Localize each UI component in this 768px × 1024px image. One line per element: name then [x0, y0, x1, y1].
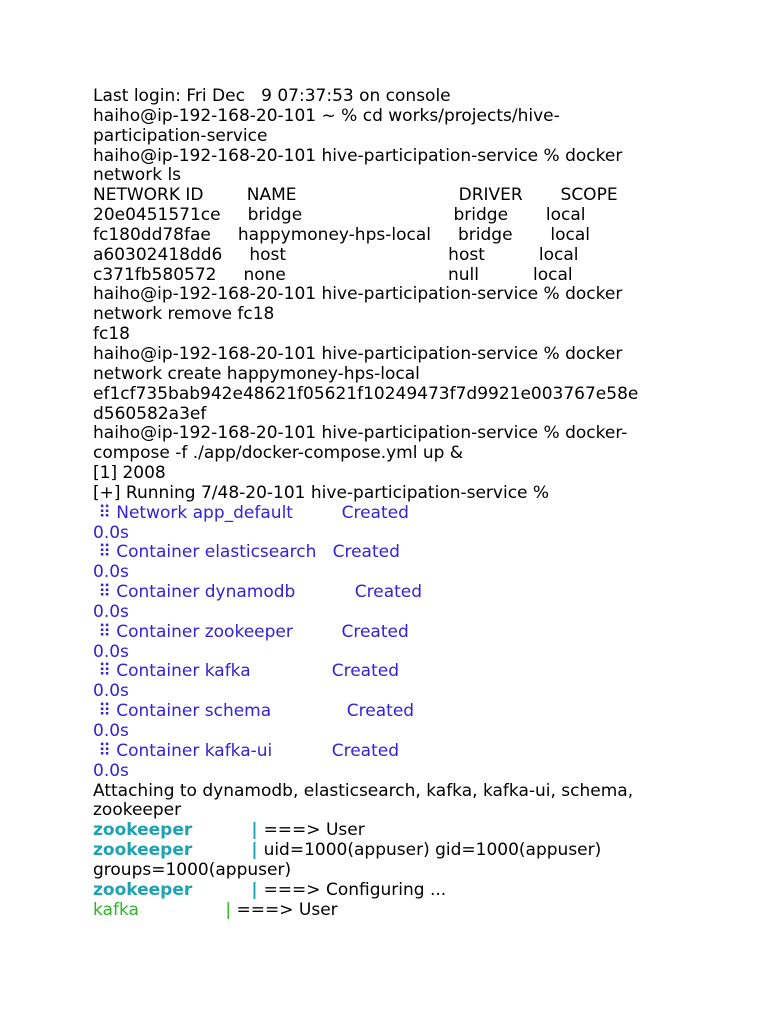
terminal-line: network remove fc18 — [93, 304, 275, 325]
terminal-line: participation-service — [93, 125, 268, 146]
service-prefix: zookeeper | — [93, 840, 264, 861]
log-line — [93, 901, 693, 921]
terminal-line: fc180dd78fae happymoney-hps-local bridge local — [93, 224, 590, 245]
terminal-line: [1] 2008 — [93, 463, 166, 484]
terminal-line: [+] Running 7/48-20-101 hive-participation-service % — [93, 482, 550, 503]
terminal-output — [93, 87, 693, 920]
terminal-line: haiho@ip-192-168-20-101 hive-participation-service % docker — [93, 284, 623, 305]
terminal-line: haiho@ip-192-168-20-101 hive-participation-service % docker- — [93, 423, 628, 444]
progress-line: 0.0s — [93, 601, 129, 622]
progress-line: ⠿ Container elasticsearch Created — [93, 542, 400, 563]
terminal-line: NETWORK ID NAME DRIVER SCOPE — [93, 185, 618, 206]
progress-line: ⠿ Container zookeeper Created — [93, 621, 409, 642]
progress-line: 0.0s — [93, 681, 129, 702]
terminal-line: network ls — [93, 165, 182, 186]
progress-line: ⠿ Container schema Created — [93, 701, 415, 722]
terminal-line: fc18 — [93, 324, 130, 345]
terminal-line: ef1cf735bab942e48621f05621f10249473f7d9921e003767e58e — [93, 383, 639, 404]
log-line — [93, 881, 693, 901]
log-message: uid=1000(appuser) gid=1000(appuser) — [263, 840, 602, 861]
terminal-line: Last login: Fri Dec 9 07:37:53 on console — [93, 86, 451, 106]
service-prefix: zookeeper | — [93, 879, 264, 900]
log-line — [93, 841, 693, 861]
terminal-line: haiho@ip-192-168-20-101 hive-participation-service % docker — [93, 343, 623, 364]
progress-line: 0.0s — [93, 562, 129, 583]
log-message: ===> Configuring ... — [263, 879, 447, 900]
progress-line: ⠿ Network app_default Created — [93, 502, 409, 523]
progress-line: 0.0s — [93, 760, 129, 781]
terminal-line: Attaching to dynamodb, elasticsearch, kafka, kafka-ui, schema, — [93, 780, 634, 801]
terminal-line: haiho@ip-192-168-20-101 ~ % cd works/projects/hive- — [93, 105, 560, 126]
progress-line: ⠿ Container kafka-ui Created — [93, 740, 399, 761]
terminal-line: haiho@ip-192-168-20-101 hive-participation-service % docker — [93, 145, 623, 166]
terminal-line: a60302418dd6 host host local — [93, 244, 579, 265]
progress-line: ⠿ Container dynamodb Created — [93, 582, 423, 603]
log-message: ===> User — [236, 899, 338, 920]
log-line — [93, 821, 693, 841]
terminal-line: network create happymoney-hps-local — [93, 363, 420, 384]
service-prefix: kafka | — [93, 899, 237, 920]
service-prefix: zookeeper | — [93, 820, 264, 841]
terminal-line: c371fb580572 none null local — [93, 264, 573, 285]
terminal-line: compose -f ./app/docker-compose.yml up & — [93, 443, 464, 464]
terminal-line: groups=1000(appuser) — [93, 859, 292, 880]
progress-line: 0.0s — [93, 641, 129, 662]
log-message: ===> User — [263, 820, 365, 841]
terminal-line: zookeeper — [93, 800, 182, 821]
terminal-line: d560582a3ef — [93, 403, 207, 424]
progress-line: 0.0s — [93, 522, 129, 543]
terminal-line: 20e0451571ce bridge bridge local — [93, 205, 586, 226]
progress-line: 0.0s — [93, 721, 129, 741]
progress-line: ⠿ Container kafka Created — [93, 661, 399, 682]
